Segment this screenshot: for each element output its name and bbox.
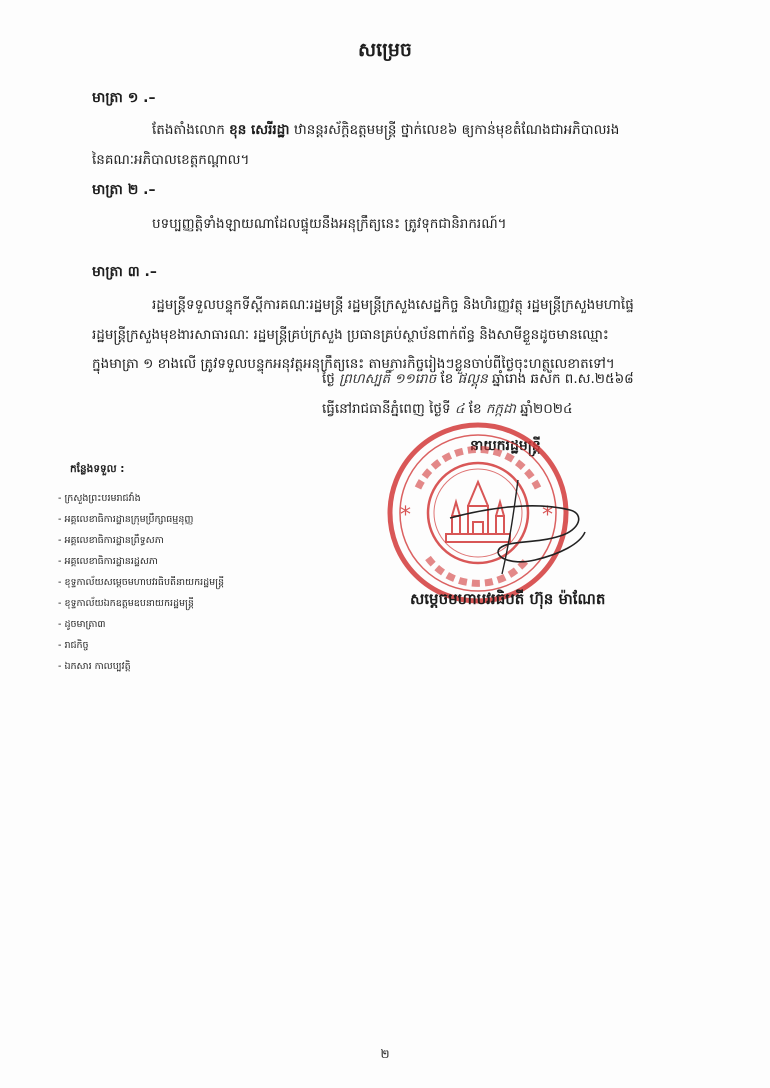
page-number: ២ [380,1047,390,1061]
article-3-line-1: រដ្ឋមន្ត្រីទទួលបន្ទុកទីស្តីការគណៈរដ្ឋមន្ត្រី រដ្ឋមន្ត្រីក្រសួងសេដ្ឋកិច្ច និងហិរញ្ញវត្ថុ រដ្ឋមន្ត្រីក្រសួងមហាផ្ទៃ [152,297,634,313]
recipient-item: - ក្រសួងព្រះបរមរាជវាំង [58,488,224,509]
recipients-title: កន្លែងទទួល : [70,463,125,475]
article-1-line-1 [152,118,619,142]
article-1-line-2: នៃគណៈអភិបាលខេត្តកណ្តាល។ [92,152,250,168]
solar-date-suffix: ឆ្នាំ២០២៤ [520,401,573,417]
lunar-date-prefix: ថ្ងៃ [322,371,335,387]
lunar-date-suffix: ឆ្នាំរោង ឆស័ក ព.ស.២៥៦៨ [491,371,634,387]
handwritten-signature [440,470,590,580]
article-2-heading: មាត្រា ២ .– [92,182,156,198]
article-1-text-before: តែងតាំងលោក [152,122,230,138]
lunar-date-line [322,370,634,390]
lunar-month-label: ខែ [440,371,454,387]
solar-month-label: ខែ [468,401,482,417]
solar-day-handwritten: ៤ [454,401,465,417]
appointee-name: ខុន សេរីរដ្ឋា [229,122,290,138]
article-1-text-after: ឋានន្តរស័ក្តិឧត្តមមន្ត្រី ថ្នាក់លេខ៦ ឲ្យកាន់មុខតំណែងជាអភិបាលរង [289,122,620,138]
recipient-item: - ខុទ្ទកាល័យឯកឧត្តមឧបនាយករដ្ឋមន្ត្រី [58,593,224,614]
recipient-item: - អគ្គលេខាធិការដ្ឋានរដ្ឋសភា [58,551,224,572]
signer-title: នាយករដ្ឋមន្ត្រី [470,438,541,454]
article-3-line-3: ក្នុងមាត្រា ១ ខាងលើ ត្រូវទទួលបន្ទុកអនុវត្តអនុក្រឹត្យនេះ តាមភារកិច្ចរៀងៗខ្លួនចាប់ពីថ្ងៃចុះហត្ថលេខាតទៅ។ [92,356,615,372]
svg-text:*: * [542,503,553,528]
recipients-list [58,488,224,677]
recipient-item: - ខុទ្ទកាល័យសម្តេចមហាបវរធិបតីនាយករដ្ឋមន្ត្រី [58,572,224,593]
lunar-day-handwritten: ព្រហស្បតិ៍ ១១រោច [339,371,437,387]
lunar-month-handwritten: ផល្គុន [457,371,488,387]
svg-text:*: * [400,503,411,528]
solar-date-line [322,400,573,420]
article-3-heading: មាត្រា ៣ .– [92,264,157,280]
solar-date-prefix: ធ្វើនៅរាជធានីភ្នំពេញ ថ្ងៃទី [322,401,451,417]
recipient-item: - អគ្គលេខាធិការដ្ឋានក្រុមប្រឹក្សាធម្មនុញ្ញ [58,509,224,530]
article-3-line-2: រដ្ឋមន្ត្រីក្រសួងមុខងារសាធារណៈ រដ្ឋមន្ត្រីគ្រប់ក្រសួង ប្រធានគ្រប់ស្ថាប័នពាក់ព័ន្ធ និងសាមីខ្លួនដូចមានឈ្មោះ [92,327,609,343]
recipient-item: - ដូចមាត្រា៣ [58,614,224,635]
recipient-item: - ឯកសារ កាលប្បវត្តិ [58,656,224,677]
recipient-item: - រាជកិច្ច [58,635,224,656]
recipient-item: - អគ្គលេខាធិការដ្ឋានព្រឹទ្ធសភា [58,530,224,551]
document-title: សម្រេច [358,39,412,61]
signer-name: សម្តេចមហាបវរធិបតី ហ៊ុន ម៉ាណែត [410,590,606,608]
article-2-line-1: បទប្បញ្ញត្តិទាំងឡាយណាដែលផ្ទុយនឹងអនុក្រឹត្យនេះ ត្រូវទុកជានិរាករណ៍។ [152,216,507,232]
solar-month-handwritten: កក្កដា [485,401,516,417]
article-1-heading: មាត្រា ១ .– [92,90,156,106]
